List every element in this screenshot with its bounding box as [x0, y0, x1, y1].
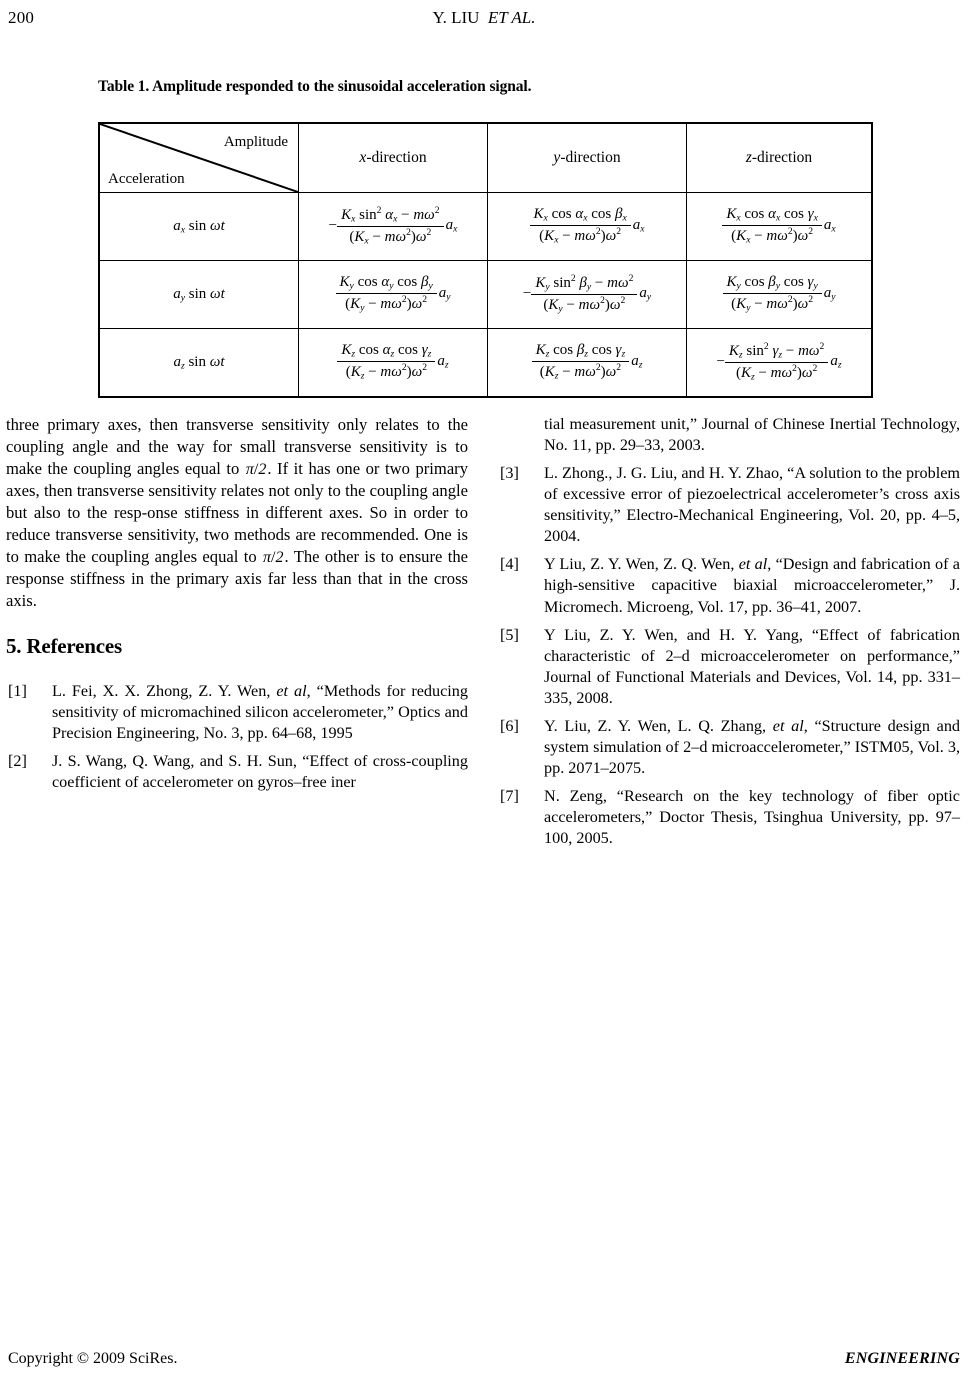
body-text-part-2: . If it has one or two primary axes, then transverse sensitivity relates not only to the coupling angle but also to the resp-onse stiffness in different axes. So in order to reduce transverse sensitivity, two methods are recommended. One is to make the coupling angles equal to	[6, 458, 469, 566]
column-header-y-text: y-direction	[553, 149, 621, 166]
reference-text-pre: Y. Liu, Z. Y. Wen, L. Q. Zhang,	[544, 716, 773, 735]
formula-ay-z: $\frac{K_y \cos \beta_y \cos \gamma_y}{(K_y - m\omega^2)\omega^2}$ $a_y$	[723, 275, 836, 314]
reference-item	[498, 716, 960, 779]
reference-text-italic: et al	[772, 716, 804, 735]
formula-ay-sin-wt: $a_y$ sin ωt	[173, 286, 225, 304]
reference-text-post: , “Design and fabrication of a high-sensitive capacitive biaxial microaccelerometer,” J. Micromech. Microeng, Vol. 17, pp. 36–41, 2007.	[544, 555, 960, 616]
body-text-part-3: . The other is to ensure the response stiffness in the primary axis far less than that in the cross axis.	[6, 546, 468, 610]
journal-name: ENGINEERING	[844, 1350, 960, 1367]
pi-over-two-inline: π/2	[263, 548, 284, 566]
reference-number: [7]	[500, 787, 519, 805]
formula-az-x: $\frac{K_z \cos \alpha_z \cos \gamma_z}{(K_z - m\omega^2)\omega^2}$ $a_z$	[337, 343, 448, 382]
table-caption: Table 1. Amplitude responded to the sinusoidal acceleration signal.	[98, 78, 532, 95]
column-header-y	[488, 123, 687, 193]
formula-az-y: $\frac{K_z \cos \beta_z \cos \gamma_z}{(K_z - m\omega^2)\omega^2}$ $a_z$	[532, 343, 643, 382]
table-stub-corner-cell	[99, 123, 299, 193]
cell-az-x	[299, 329, 488, 398]
table-row	[99, 193, 872, 261]
reference-number: [6]	[500, 716, 519, 735]
cell-ax-z	[687, 193, 873, 261]
reference-number: [2]	[8, 752, 27, 771]
formula-ax-sin-wt: $a_x$ sin ωt	[173, 218, 225, 236]
formula-ax-z: $\frac{K_x \cos \alpha_x \cos \gamma_x}{(K_x - m\omega^2)\omega^2}$ $a_x$	[722, 207, 835, 246]
reference-item	[498, 463, 960, 547]
reference-text-pre: L. Fei, X. X. Zhong, Z. Y. Wen,	[52, 682, 277, 701]
reference-text-pre: Y Liu, Z. Y. Wen, and H. Y. Yang, “Effect of fabrication characteristic of 2–d microaccelerometer on performance,” Journal of Functional Materials and Devices, Vol. 14, pp. 331–335, 2008.	[544, 625, 960, 707]
row-stub-az	[99, 329, 299, 398]
cell-az-y	[488, 329, 687, 398]
body-text-part-1: three primary axes, then transverse sensitivity only relates to the coupling angle and the way for small transverse sensitivity is to make the coupling angles equal to	[6, 415, 468, 478]
table-row	[99, 329, 872, 398]
diagonal-split-cell	[100, 124, 298, 192]
formula-ay-y: − $\frac{K_y \sin^2 \beta_y - m\omega^2}{(K_y - m\omega^2)\omega^2}$ $a_y$	[522, 273, 652, 315]
running-head	[0, 8, 968, 30]
reference-number: [5]	[500, 625, 519, 644]
running-title-plain: Y. LIU	[432, 8, 480, 27]
stub-acceleration-label: Acceleration	[108, 171, 185, 187]
cell-ay-x	[299, 261, 488, 329]
pi-over-two-inline: π/2	[245, 460, 267, 478]
cell-ax-x	[299, 193, 488, 261]
column-header-x-text: x-direction	[359, 149, 427, 166]
reference-item	[498, 625, 960, 709]
reference-text-italic: et al	[738, 555, 768, 574]
left-column	[6, 414, 468, 800]
cell-ay-z	[687, 261, 873, 329]
running-title	[0, 8, 968, 28]
formula-ax-x: − $\frac{K_x \sin^2 \alpha_x - m\omega^2}{(K_x - m\omega^2)\omega^2}$ $a_x$	[328, 205, 458, 247]
reference-item	[6, 751, 468, 793]
body-paragraph	[6, 414, 468, 611]
row-stub-ay	[99, 261, 299, 329]
reference-number: [3]	[500, 464, 519, 483]
reference-text-pre: J. S. Wang, Q. Wang, and S. H. Sun, “Effect of cross-coupling coefficient of accelerometer on gyros–free iner	[52, 752, 468, 792]
formula-ay-x: $\frac{K_y \cos \alpha_y \cos \beta_y}{(K_y - m\omega^2)\omega^2}$ $a_y$	[336, 275, 451, 314]
reference-continuation: tial measurement unit,” Journal of Chinese Inertial Technology, No. 11, pp. 29–33, 2003.	[544, 415, 960, 455]
cell-ax-y	[488, 193, 687, 261]
reference-number: [1]	[8, 682, 27, 701]
reference-text-italic: et al	[276, 682, 307, 701]
stub-amplitude-label: Amplitude	[223, 134, 288, 150]
page-number: 200	[8, 8, 35, 27]
reference-text-pre: Y Liu, Z. Y. Wen, Z. Q. Wen,	[544, 555, 739, 574]
formula-ax-y: $\frac{K_x \cos \alpha_x \cos \beta_x}{(K_x - m\omega^2)\omega^2}$ $a_x$	[530, 207, 645, 246]
right-column	[498, 414, 960, 856]
column-header-x	[299, 123, 488, 193]
row-stub-ax	[99, 193, 299, 261]
reference-text-post: , “Methods for reducing sensitivity of micromachined silicon accelerometer,” Optics and Precision Engineering, No. 3, pp. 64–68, 1995	[52, 682, 468, 743]
cell-ay-y	[488, 261, 687, 329]
formula-az-z: − $\frac{K_z \sin^2 \gamma_z - m\omega^2}{(K_z - m\omega^2)\omega^2}$ $a_z$	[716, 341, 842, 383]
section-heading-references: 5. References	[6, 634, 122, 659]
reference-text-pre: N. Zeng, “Research on the key technology of fiber optic accelerometers,” Doctor Thesis, Tsinghua University, pp. 97–100, 2005.	[544, 787, 960, 848]
table-row	[99, 261, 872, 329]
reference-item	[498, 786, 960, 849]
table-header-row	[99, 123, 872, 193]
page-footer	[0, 1350, 968, 1372]
cell-az-z	[687, 329, 873, 398]
column-header-z	[687, 123, 873, 193]
formula-az-sin-wt: $a_z$ sin ωt	[173, 354, 225, 372]
copyright-notice: Copyright © 2009 SciRes.	[8, 1350, 178, 1367]
amplitude-table	[98, 122, 873, 398]
reference-text-post: , “Structure design and system simulation of 2–d microaccelerometer,” ISTM05, Vol. 3, pp. 2071–2075.	[544, 716, 961, 777]
reference-item	[498, 554, 960, 617]
reference-number: [4]	[500, 555, 519, 574]
reference-text-pre: L. Zhong., J. G. Liu, and H. Y. Zhao, “A solution to the problem of excessive error of piezoelectrical accelerometer’s cross axis sensitivity,” Electro-Mechanical Engineering, Vol. 20, pp. 4–5, 2004.	[544, 464, 960, 546]
running-title-italic: ET AL.	[487, 8, 536, 27]
reference-item	[6, 681, 468, 744]
column-header-z-text: z-direction	[745, 149, 813, 166]
